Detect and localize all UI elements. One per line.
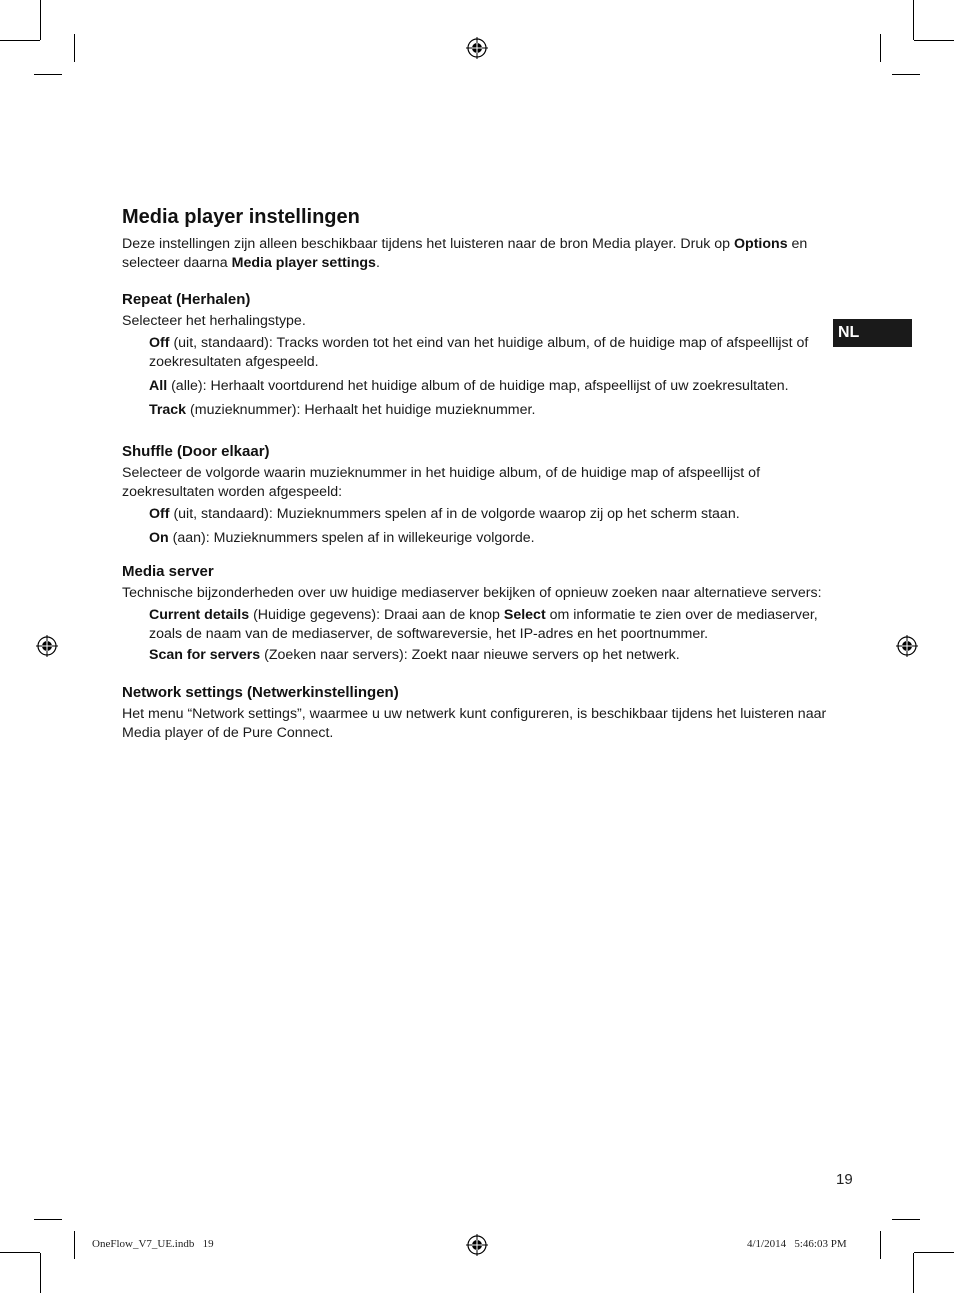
registration-mark-icon <box>896 635 918 657</box>
crop-mark <box>892 74 920 75</box>
list-item: Off (uit, standaard): Tracks worden tot het eind van het huidige album, of de huidige map of afspeellijst of zoekresultaten afgespeeld. <box>149 335 809 370</box>
section-lead: Technische bijzonderheden over uw huidige mediaserver bekijken of opnieuw zoeken naar alternatieve servers: <box>122 585 822 601</box>
section-title-media-server: Media server <box>122 563 214 580</box>
list-item: On (aan): Muzieknummers spelen af in willekeurige volgorde. <box>149 530 535 546</box>
registration-mark-icon <box>466 1234 488 1256</box>
section-lead: Het menu “Network settings”, waarmee u uw netwerk kunt configureren, is beschikbaar tijdens het luisteren naar Media player of de Pure Connect. <box>122 706 827 741</box>
section-repeat <box>122 290 834 420</box>
list-item: Track (muzieknummer): Herhaalt het huidige muzieknummer. <box>149 402 536 418</box>
crop-mark <box>913 1253 914 1293</box>
crop-mark <box>40 1253 41 1293</box>
registration-mark-icon <box>36 635 58 657</box>
list-item: Off (uit, standaard): Muzieknummers spelen af in de volgorde waarop zij op het scherm staan. <box>149 506 740 522</box>
section-title-network: Network settings (Netwerkinstellingen) <box>122 684 399 701</box>
section-lead: Selecteer het herhalingstype. <box>122 313 306 329</box>
page-number: 19 <box>836 1171 853 1188</box>
footer-file: OneFlow_V7_UE.indb 19 <box>92 1238 214 1250</box>
list-item: Current details (Huidige gegevens): Draai aan de knop Select om informatie te zien over de mediaserver, zoals de naam van de mediaserver, de softwareversie, het IP-adres en het poortnummer. <box>149 607 818 642</box>
crop-mark <box>880 34 881 62</box>
crop-mark <box>34 74 62 75</box>
section-network <box>122 683 834 743</box>
crop-mark <box>914 1252 954 1253</box>
list-item: Scan for servers (Zoeken naar servers): Zoekt naar nieuwe servers op het netwerk. <box>149 647 680 663</box>
crop-mark <box>34 1219 62 1220</box>
section-shuffle <box>122 442 834 548</box>
language-tab: NL <box>833 319 912 347</box>
intro-paragraph: Deze instellingen zijn alleen beschikbaar tijdens het luisteren naar de bron Media player. Druk op Options en selecteer daarna Media player settings. <box>122 236 808 271</box>
list-item: All (alle): Herhaalt voortdurend het huidige album of de huidige map, afspeellijst of uw zoekresultaten. <box>149 378 789 394</box>
crop-mark <box>913 0 914 40</box>
section-lead: Selecteer de volgorde waarin muzieknummer in het huidige album, of de huidige map of afspeellijst of zoekresultaten worden afgespeeld: <box>122 465 761 500</box>
page-title: Media player instellingen <box>122 206 360 228</box>
crop-mark <box>880 1231 881 1259</box>
crop-mark <box>0 40 40 41</box>
section-title-repeat: Repeat (Herhalen) <box>122 291 251 308</box>
section-media-server <box>122 562 834 665</box>
crop-mark <box>892 1219 920 1220</box>
registration-mark-icon <box>466 37 488 59</box>
crop-mark <box>74 34 75 62</box>
section-title-shuffle: Shuffle (Door elkaar) <box>122 443 270 460</box>
crop-mark <box>74 1231 75 1259</box>
crop-mark <box>0 1252 40 1253</box>
page-content <box>122 205 834 757</box>
crop-mark <box>914 40 954 41</box>
crop-mark <box>40 0 41 40</box>
footer-timestamp: 4/1/2014 5:46:03 PM <box>747 1238 847 1250</box>
